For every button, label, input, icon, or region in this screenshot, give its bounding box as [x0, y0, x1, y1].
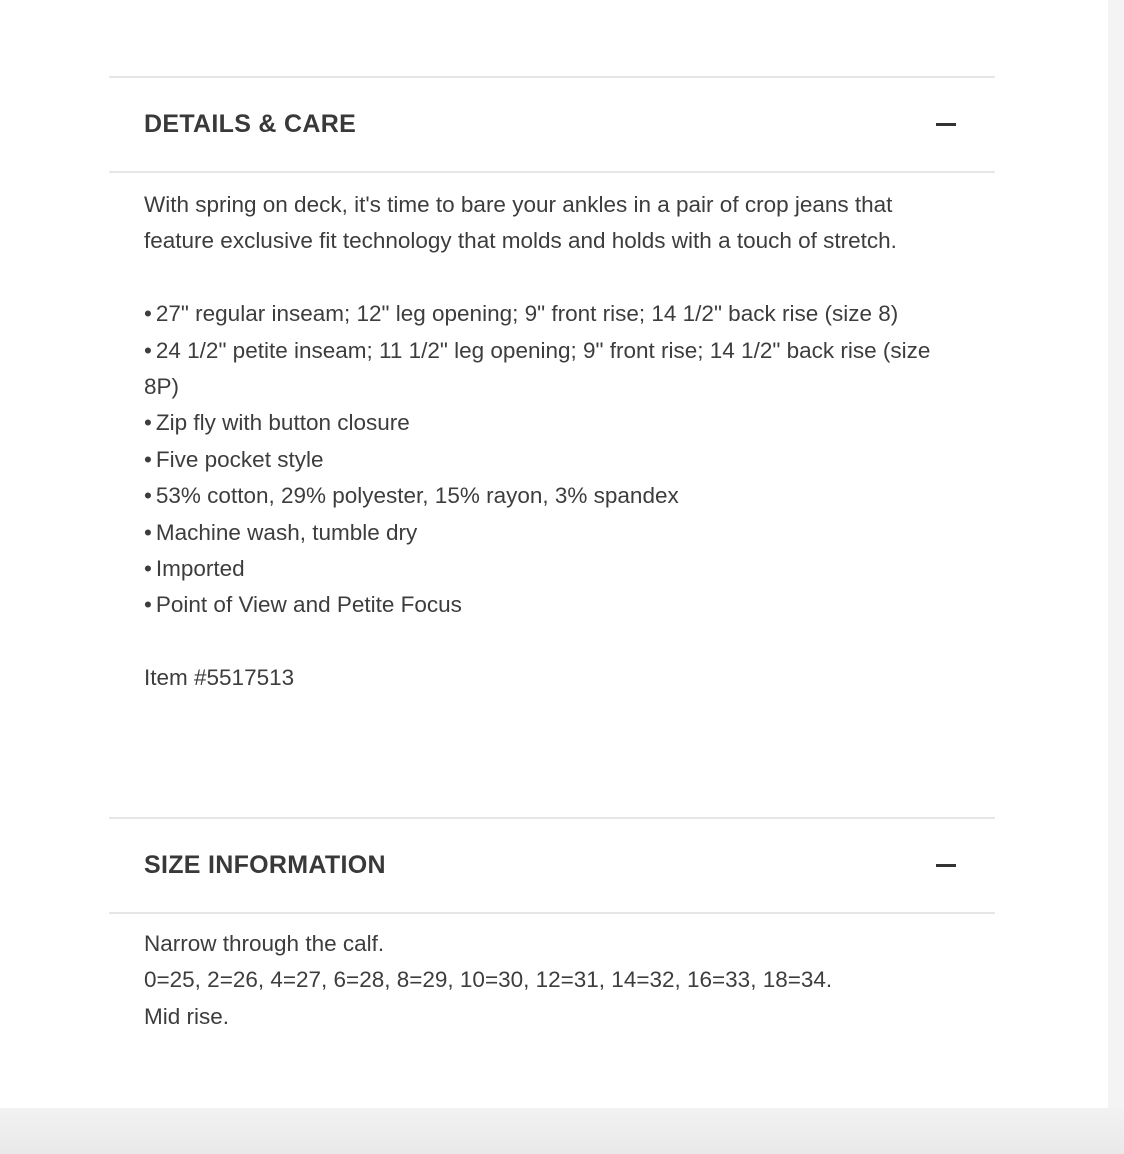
list-item: • Five pocket style	[144, 446, 324, 472]
list-item: • Machine wash, tumble dry	[144, 519, 418, 545]
item-number: Item #5517513	[144, 665, 295, 691]
list-item: • Imported	[144, 556, 245, 582]
details-care-header[interactable]	[109, 78, 995, 171]
size-note: Narrow through the calf.	[144, 931, 385, 956]
rise-note: Mid rise.	[144, 1003, 230, 1029]
list-item: • 27" regular inseam; 12" leg opening; 9" front rise; 14 1/2" back rise (size 8)	[144, 301, 899, 327]
collapse-minus-icon[interactable]	[935, 855, 956, 876]
details-care-title: DETAILS & CARE	[144, 110, 357, 138]
page-gutter	[1108, 0, 1124, 1154]
collapse-minus-icon[interactable]	[935, 114, 956, 135]
list-item: • Point of View and Petite Focus	[144, 592, 462, 618]
size-conversion: 0=25, 2=26, 4=27, 6=28, 8=29, 10=30, 12=31, 14=32, 16=33, 18=34.	[144, 967, 833, 993]
product-info-panel	[109, 76, 995, 1035]
details-care-content	[109, 173, 995, 817]
list-item: • Zip fly with button closure	[144, 410, 410, 436]
size-information-content	[109, 914, 995, 1035]
product-description: With spring on deck, it's time to bare your ankles in a pair of crop jeans that feature exclusive fit technology that molds and holds with a touch of stretch.	[144, 192, 897, 254]
size-information-title: SIZE INFORMATION	[144, 851, 386, 879]
list-item: • 24 1/2" petite inseam; 11 1/2" leg opening; 9" front rise; 14 1/2" back rise (size 8P)	[144, 337, 931, 400]
page-bottom-band	[0, 1108, 1124, 1154]
size-information-header[interactable]	[109, 819, 995, 912]
list-item: • 53% cotton, 29% polyester, 15% rayon, 3% spandex	[144, 483, 679, 509]
